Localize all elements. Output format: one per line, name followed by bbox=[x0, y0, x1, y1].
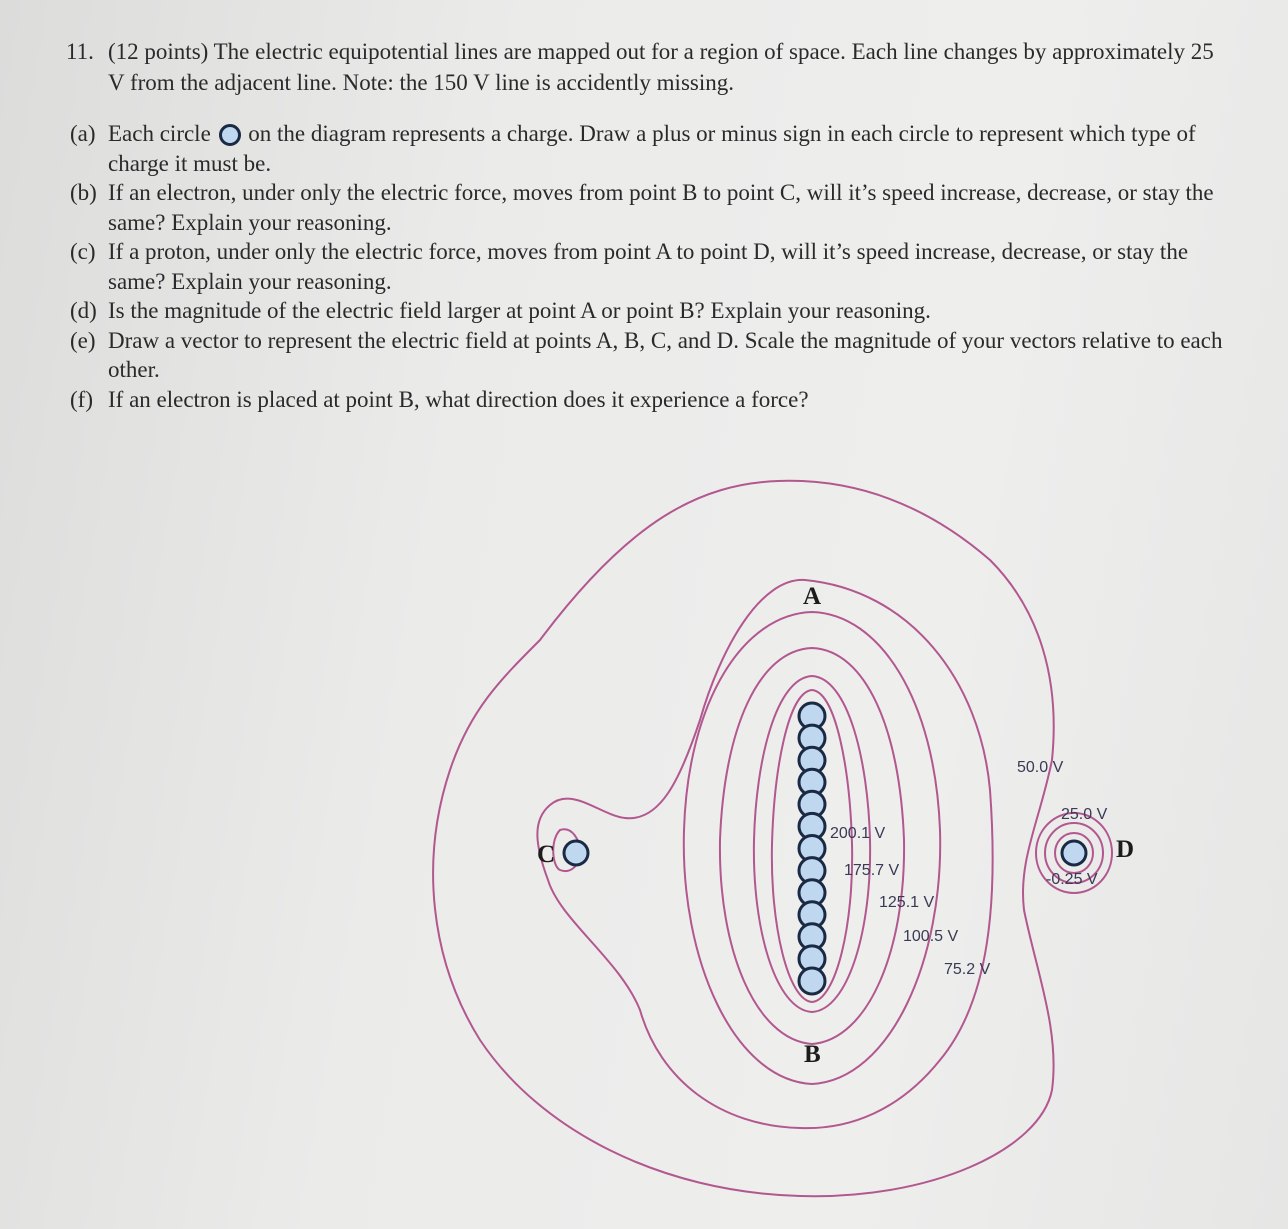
charge-column bbox=[799, 703, 825, 994]
charge-d[interactable] bbox=[1062, 841, 1086, 865]
part-f-text: If an electron is placed at point B, what direction does it experience a force? bbox=[108, 386, 809, 412]
part-label: (b) bbox=[70, 180, 97, 205]
label-175v: 175.7 V bbox=[844, 862, 900, 879]
part-label: (e) bbox=[70, 327, 96, 353]
question-intro: (12 points) The electric equipotential lines are mapped out for a region of space. Each line changes by approximately 25 V from the adjacent line. Note: the 150 V line is accidently missing. bbox=[108, 39, 1214, 95]
label-0v: -0.25 V bbox=[1046, 871, 1098, 888]
label-75v: 75.2 V bbox=[944, 961, 991, 978]
label-125v: 125.1 V bbox=[879, 894, 935, 911]
point-b-label: B bbox=[804, 1041, 821, 1068]
part-a-text-after: on the diagram represents a charge. Draw a plus or minus sign in each circle to represent which type of charge it must be. bbox=[108, 121, 1196, 176]
equipotential-line-75v bbox=[537, 580, 992, 1128]
equipotential-lines bbox=[433, 481, 1112, 1196]
part-e-text: Draw a vector to represent the electric field at points A, B, C, and D. Scale the magnitude of your vectors relative to each other. bbox=[108, 327, 1223, 382]
part-d-text: Is the magnitude of the electric field larger at point A or point B? Explain your reasoning. bbox=[108, 298, 931, 323]
question-number: 11. bbox=[66, 39, 94, 64]
part-label: (c) bbox=[70, 239, 96, 264]
part-a-text-before: Each circle bbox=[108, 121, 211, 146]
label-50v: 50.0 V bbox=[1017, 759, 1064, 776]
label-100v: 100.5 V bbox=[903, 928, 959, 945]
equipotential-line-50v bbox=[433, 481, 1054, 1196]
label-25v: 25.0 V bbox=[1061, 806, 1108, 823]
part-b-text: If an electron, under only the electric force, moves from point B to point C, will it’s speed increase, decrease, or stay the same? Explain your reasoning. bbox=[108, 180, 1214, 235]
label-200v: 200.1 V bbox=[830, 825, 886, 842]
charge-c[interactable] bbox=[564, 841, 588, 865]
part-c-text: If a proton, under only the electric force, moves from point A to point D, will it’s speed increase, decrease, or stay the same? Explain your reasoning. bbox=[108, 239, 1189, 294]
part-label: (a) bbox=[70, 121, 96, 146]
point-a-label: A bbox=[803, 583, 822, 610]
part-label: (d) bbox=[70, 298, 97, 323]
point-d-label: D bbox=[1116, 836, 1135, 863]
part-label: (f) bbox=[70, 386, 93, 412]
charge-column-circle[interactable] bbox=[799, 968, 825, 994]
point-c-label: C bbox=[537, 841, 556, 868]
